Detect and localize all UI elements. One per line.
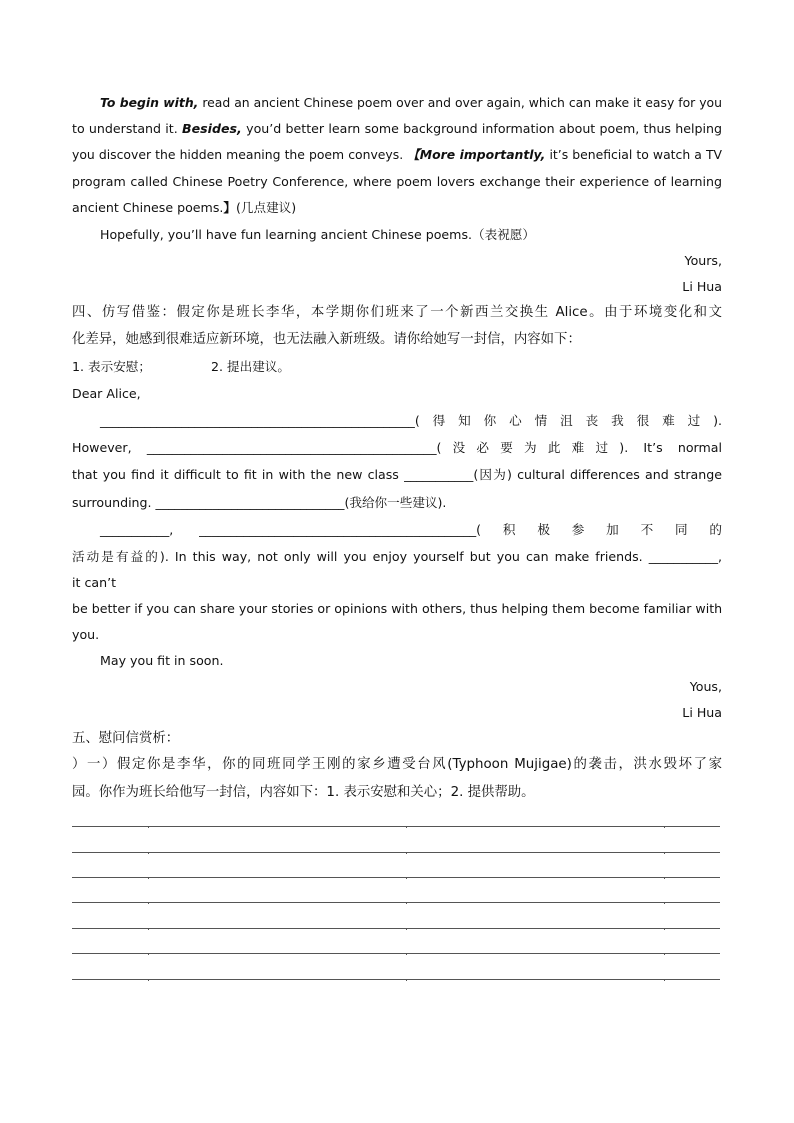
blank-line-5: ___________, ____________________________________________(积极参加不同的 bbox=[100, 522, 722, 537]
writing-line[interactable] bbox=[72, 826, 720, 827]
model-paragraph-line-1: To begin with, read an ancient Chinese poem over and over again, which can make it easy for you bbox=[100, 95, 722, 110]
writing-line[interactable] bbox=[72, 852, 720, 853]
blank-line-8: be better if you can share your stories or opinions with others, thus helping them become familiar with bbox=[72, 601, 723, 616]
blank-line-2: However, ______________________________________________(没必要为此难过). It’s normal bbox=[72, 440, 722, 455]
point-2: 2. 提出建议。 bbox=[211, 359, 290, 374]
writing-line[interactable] bbox=[72, 928, 720, 929]
phrase-more-importantly: 【More importantly, bbox=[407, 147, 546, 162]
section4-heading-line-1: 四、仿写借鉴：假定你是班长李华，本学期你们班来了一个新西兰交换生 Alice。由于环境变化和文 bbox=[72, 305, 722, 320]
section5-task-line-1: ）一）假定你是李华，你的同班同学王刚的家乡遭受台风(Typhoon Mujigae)的袭击，洪水毁坏了家 bbox=[72, 757, 722, 772]
model-paragraph-line-4: program called Chinese Poetry Conference, where poem lovers exchange their experience of learning bbox=[72, 174, 722, 189]
model-closing-line: Hopefully, you’ll have fun learning ancient Chinese poems.（表祝愿） bbox=[100, 227, 535, 242]
blank-line-4: surrounding. ______________________________(我给你一些建议). bbox=[72, 495, 447, 510]
blank-line-7: it can’t bbox=[72, 575, 117, 590]
section4-signoff: Yous, bbox=[689, 679, 722, 694]
model-signoff: Yours, bbox=[684, 253, 722, 268]
section5-task-line-2: 园。你作为班长给他写一封信，内容如下：1. 表示安慰和关心；2. 提供帮助。 bbox=[72, 785, 535, 800]
section4-points bbox=[72, 358, 722, 376]
section4-signature: Li Hua bbox=[682, 705, 722, 720]
point-1: 1. 表示安慰； bbox=[72, 359, 151, 374]
blank-line-3: that you find it difficult to fit in with the new class ___________(因为) cultural differences and strange bbox=[72, 467, 722, 482]
writing-line[interactable] bbox=[72, 979, 720, 980]
wish-line: May you fit in soon. bbox=[100, 653, 224, 668]
model-paragraph-line-2: to understand it. Besides, you’d better learn some background information about poem, thus helping bbox=[72, 121, 722, 136]
salutation: Dear Alice, bbox=[72, 386, 141, 401]
model-signature: Li Hua bbox=[682, 279, 722, 294]
blank-line-6: 活动是有益的). In this way, not only will you enjoy yourself but you can make friends. ___________, bbox=[72, 549, 722, 564]
blank-line-9: you. bbox=[72, 627, 100, 642]
model-paragraph-line-3: you discover the hidden meaning the poem conveys. 【More importantly, it’s beneficial to watch a TV bbox=[72, 147, 723, 162]
section5-heading: 五、慰问信赏析： bbox=[72, 731, 180, 746]
writing-line[interactable] bbox=[72, 877, 720, 878]
phrase-besides: Besides, bbox=[182, 121, 242, 136]
blank-line-1: __________________________________________________(得知你心情沮丧我很难过). bbox=[100, 413, 722, 428]
model-paragraph-line-5: ancient Chinese poems.】(几点建议) bbox=[72, 200, 297, 215]
writing-line[interactable] bbox=[72, 902, 720, 903]
writing-line[interactable] bbox=[72, 953, 720, 954]
phrase-to-begin-with: To begin with, bbox=[100, 95, 199, 110]
section4-heading-line-2: 化差异，她感到很难适应新环境，也无法融入新班级。请你给她写一封信，内容如下： bbox=[72, 332, 581, 347]
